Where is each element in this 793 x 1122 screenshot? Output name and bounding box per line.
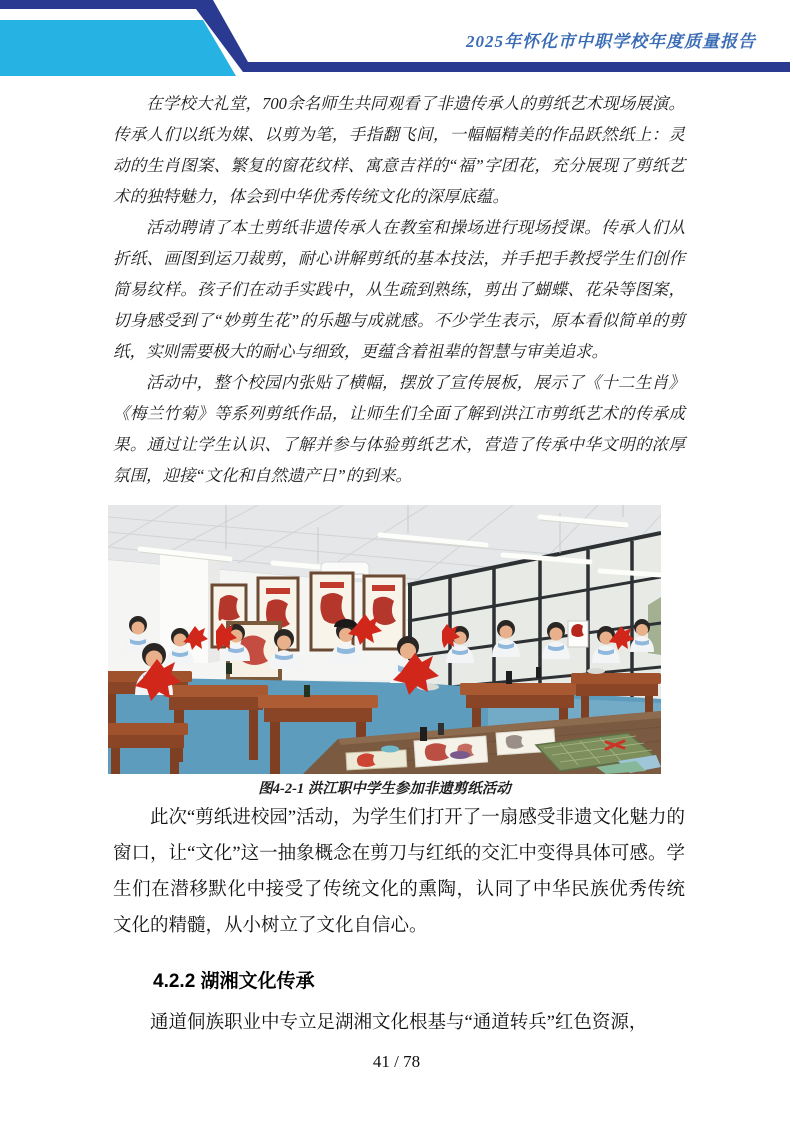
header-cyan-shape (0, 20, 236, 76)
paragraph-exhibition: 活动中，整个校园内张贴了横幅，摆放了宣传展板，展示了《十二生肖》《梅兰竹菊》等系列剪纸作品，让师生们全面了解到洪江市剪纸艺术的传承成果。通过让学生认识、了解并参与体验剪纸艺术，营造了传承中华文明的浓厚氛围，迎接“文化和自然遗产日”的到来。 (113, 373, 685, 485)
paragraph-ceremony: 在学校大礼堂，700余名师生共同观看了非遗传承人的剪纸艺术现场展演。传承人们以纸为媒、以剪为笔，手指翻飞间，一幅幅精美的作品跃然纸上：灵动的生肖图案、繁复的窗花纹样、寓意吉祥的“福”字团花，充分展现了剪纸艺术的独特魅力，体会到中华优秀传统文化的深厚底蕴。 (113, 94, 685, 206)
paragraph-lessons: 活动聘请了本土剪纸非遗传承人在教室和操场进行现场授课。传承人们从折纸、画图到运刀裁剪，耐心讲解剪纸的基本技法，并手把手教授学生们创作简易纹样。孩子们在动手实践中，从生疏到熟练，剪出了蝴蝶、花朵等图案，切身感受到了“妙剪生花”的乐趣与成就感。不少学生表示，原本看似简单的剪纸，实则需要极大的耐心与细致，更蕴含着祖辈的智慧与审美追求。 (113, 218, 685, 361)
page-number: 41 / 78 (372, 1052, 421, 1071)
classroom-photo (108, 505, 661, 774)
report-title: 2025年怀化市中职学校年度质量报告 (466, 32, 756, 51)
document-body (113, 88, 685, 1041)
paragraph-tongdao: 通道侗族职业中专立足湖湘文化根基与“通道转兵”红色资源， (150, 1013, 648, 1033)
figure-caption: 图4-2-1 洪江职中学生参加非遗剪纸活动 (258, 781, 511, 797)
page-header (0, 0, 793, 82)
paragraph-summary: 此次“剪纸进校园”活动，为学生们打开了一扇感受非遗文化魅力的窗口，让“文化”这一抽象概念在剪刀与红纸的交汇中变得具体可感。学生们在潜移默化中接受了传统文化的熏陶，认同了中华民族优秀传统文化的精髓，从小树立了文化自信心。 (113, 808, 685, 936)
section-heading-4-2-2: 4.2.2 湖湘文化传承 (153, 971, 315, 992)
classroom-photo-figure (108, 505, 661, 774)
